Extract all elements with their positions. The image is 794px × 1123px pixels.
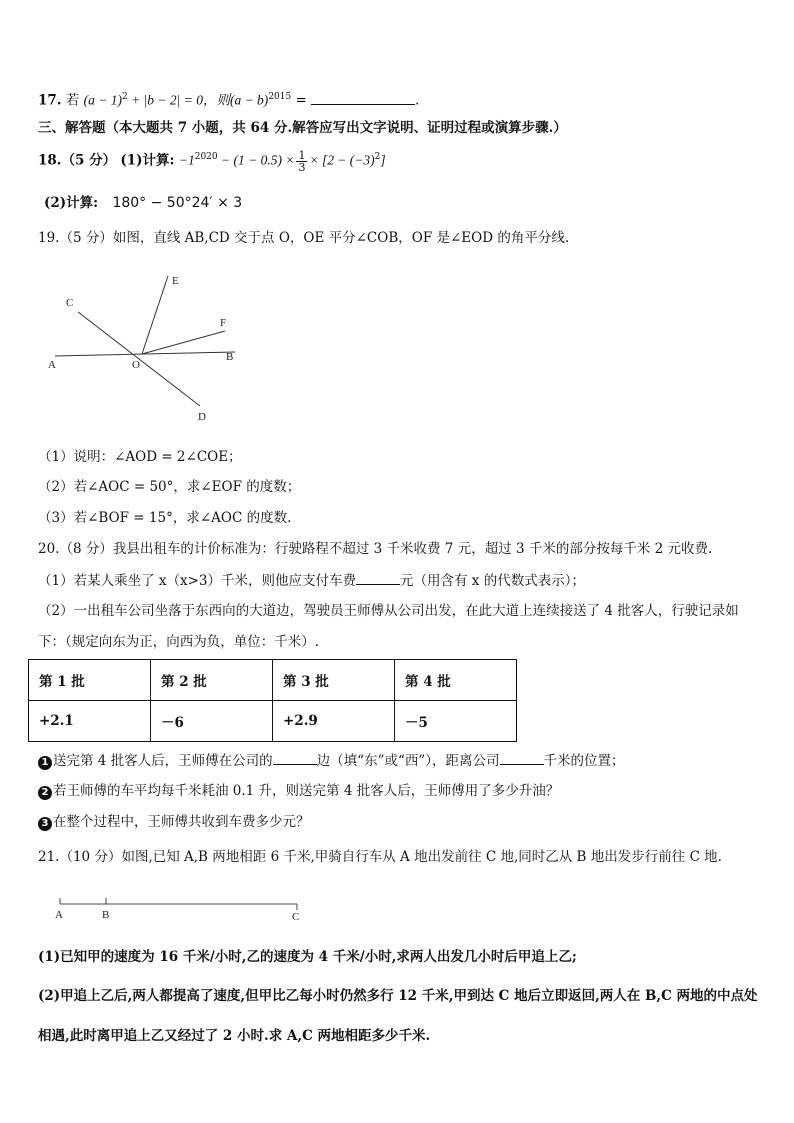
q18-frac-den: 3 [298, 160, 306, 174]
table-cell: +2.9 [273, 701, 395, 742]
q19-sub1: （1）说明：∠AOD = 2∠COE； [38, 449, 242, 465]
q17-exp2015: 2015 [268, 92, 292, 102]
ray-of [142, 331, 225, 354]
q20-sub1 [38, 570, 585, 591]
q18-p1-b: − (1 − 0.5) × [217, 152, 295, 168]
q17-line [38, 87, 419, 111]
q20-c1-a: 送完第 4 批客人后，王师傅在公司的 [53, 753, 273, 769]
table-header-cell: 第 3 批 [273, 660, 395, 701]
q20-question: 20.（8 分）我县出租车的计价标准为：行驶路程不超过 3 千米收费 7 元，超过 3 千米的部分按每千米 2 元收费. [38, 541, 713, 557]
table-header-cell: 第 1 批 [29, 660, 151, 701]
q18-p1-exp2: 2 [374, 152, 381, 162]
q17-eq: (a − 1) [83, 92, 122, 108]
q18-p1-exp: 2020 [194, 152, 218, 162]
table-header-cell: 第 4 批 [395, 660, 517, 701]
q20-direction-blank[interactable] [273, 750, 317, 765]
q17-post: = [291, 92, 307, 109]
label-a: A [48, 359, 56, 371]
label-e: E [172, 275, 179, 287]
label-b: B [102, 909, 110, 921]
table-cell: +2.1 [29, 701, 151, 742]
label-o: O [132, 359, 140, 371]
table-cell: －5 [395, 701, 517, 742]
q20-fare-blank[interactable] [356, 570, 400, 585]
table-row [29, 701, 517, 742]
label-c: C [292, 911, 300, 923]
q18-p1-a: −1 [178, 152, 195, 168]
q17-mid: + |b − 2| = 0，则 [127, 92, 230, 108]
label-d: D [198, 411, 206, 423]
label-a: A [55, 909, 63, 921]
q21-sub2-line2: 相遇,此时离甲追上乙又经过了 2 小时.求 A,C 两地相距多少千米. [38, 1028, 431, 1044]
table-header-cell: 第 2 批 [151, 660, 273, 701]
ray-oe [142, 276, 168, 354]
q20-sub2-line1: （2）一出租车公司坐落于东西向的大道边，驾驶员王师傅从公司出发，在此大道上连续接送了 4 批客人，行驶记录如 [38, 603, 739, 619]
q20-circled-3 [38, 812, 310, 832]
table-cell: －6 [151, 701, 273, 742]
q18-p1-c: × [2 − (−3) [309, 152, 375, 168]
q17-number: 17. [38, 92, 62, 109]
label-f: F [220, 317, 227, 329]
q18-frac-num: 1 [298, 148, 306, 162]
q18-part1 [38, 147, 386, 173]
q17-exp2: 2 [121, 92, 128, 102]
q17-pre: 若 [65, 92, 80, 109]
section-heading: 三、解答题（本大题共 7 小题，共 64 分.解答应写出文字说明、证明过程或演算步骤.） [38, 120, 567, 136]
q20-s1-a: （1）若某人乘坐了 x（x>3）千米，则他应支付车费 [38, 573, 357, 589]
q20-c1-b: 边（填“东”或“西”），距离公司 [316, 753, 500, 769]
q17-eq2: (a − b) [229, 92, 269, 108]
q18-p1-d: ] [380, 152, 386, 168]
label-b: B [226, 351, 234, 363]
q18-head: 18.（5 分） [38, 152, 117, 169]
q18-fraction [296, 150, 307, 173]
q20-circled-1 [38, 750, 625, 771]
q17-end: . [415, 92, 420, 109]
q19-figure [40, 268, 260, 428]
q19-sub2: （2）若∠AOC = 50°，求∠EOF 的度数； [38, 479, 301, 495]
circled-number-1: 1 [38, 756, 52, 770]
q18-p1-label: (1)计算: [120, 152, 175, 169]
q20-c3-text: 在整个过程中，王师傅共收到车费多少元？ [53, 814, 310, 830]
line-ab [55, 352, 235, 356]
q17-answer-blank[interactable] [311, 90, 415, 105]
q21-question: 21.（10 分）如图,已知 A,B 两地相距 6 千米,甲骑自行车从 A 地出发前往 C 地,同时乙从 B 地出发步行前往 C 地. [38, 849, 722, 865]
q21-sub1: (1)已知甲的速度为 16 千米/小时,乙的速度为 4 千米/小时,求两人出发几小时后甲追上乙; [38, 949, 577, 965]
driving-record-table [28, 659, 517, 742]
circled-number-2: 2 [38, 786, 52, 800]
q19-question: 19.（5 分）如图，直线 AB,CD 交于点 O，OE 平分∠COB，OF 是∠EOD 的角平分线. [38, 230, 570, 246]
q20-distance-blank[interactable] [500, 750, 544, 765]
table-header-row [29, 660, 517, 701]
q20-c1-c: 千米的位置； [543, 753, 625, 769]
q20-s1-b: 元（用含有 x 的代数式表示）； [400, 573, 585, 589]
q21-figure [50, 890, 310, 926]
q20-sub2-line2: 下：（规定向东为正，向西为负，单位：千米）. [38, 634, 320, 650]
q21-sub2-line1: (2)甲追上乙后,两人都提高了速度,但甲比乙每小时仍然多行 12 千米,甲到达 C 地后立即返回,两人在 B,C 两地的中点处 [38, 988, 758, 1004]
circled-number-3: 3 [38, 817, 52, 831]
q20-circled-2 [38, 781, 559, 801]
label-c: C [66, 297, 74, 309]
q20-c2-text: 若王师傅的车平均每千米耗油 0.1 升，则送完第 4 批客人后，王师傅用了多少升油？ [53, 783, 560, 799]
q19-sub3: （3）若∠BOF = 15°，求∠AOC 的度数. [38, 510, 292, 526]
q18-p2-expr: 180° − 50°24′ × 3 [112, 195, 243, 211]
q18-part2 [44, 193, 242, 213]
q18-p2-label: (2)计算: [44, 195, 99, 211]
